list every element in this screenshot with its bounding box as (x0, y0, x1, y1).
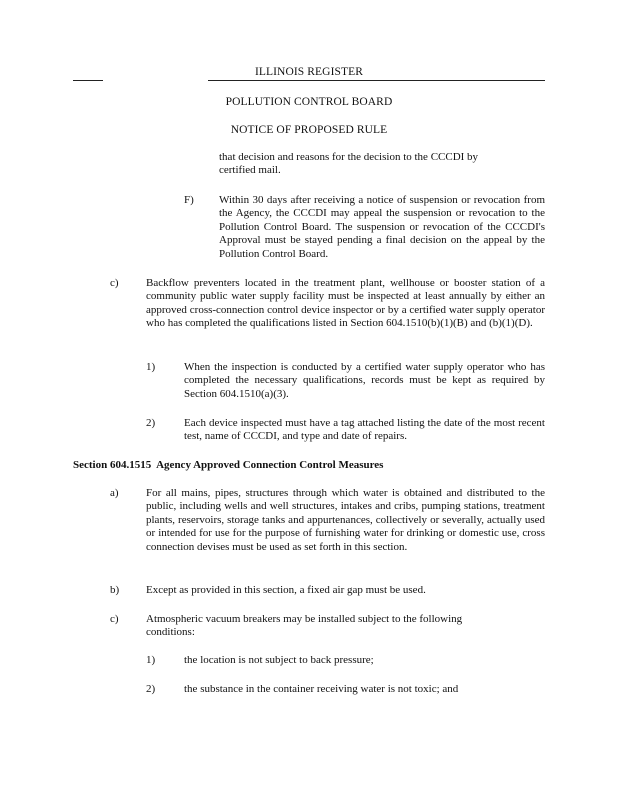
item-c1-label: 1) (146, 361, 156, 373)
notice-title: NOTICE OF PROPOSED RULE (230, 124, 388, 136)
register-title: ILLINOIS REGISTER (254, 66, 364, 78)
condition-2-text: the substance in the container receiving water is not toxic; and (184, 683, 459, 695)
section-item-a-text: For all mains, pipes, structures through which water is obtained and distributed to the public, including wells and well structures, intakes and cribs, pumping stations, treatment plants, reservoirs, storage tanks and appurtenances, collectively or severally, actually used or intended for use for the purpose of furnishing water for drinking or domestic use, cross connection devises must be used as set forth in this section. (146, 487, 545, 553)
item-c2-label: 2) (146, 417, 156, 429)
item-c2-text: Each device inspected must have a tag attached listing the date of the most recent test, name of CCCDI, and type and date of repairs. (184, 417, 545, 443)
board-title: POLLUTION CONTROL BOARD (225, 96, 393, 108)
item-c-label: c) (110, 277, 119, 289)
item-f-text: Within 30 days after receiving a notice of suspension or revocation from the Agency, the CCCDI may appeal the suspension or revocation to the Pollution Control Board. The suspension or revocation of the CCCDI's Approval must be stayed pending a final decision on the appeal by the Pollution Control Board. (219, 194, 545, 260)
item-c-text: Backflow preventers located in the treatment plant, wellhouse or booster station of a community public water supply facility must be inspected at least annually by either an approved cross-connection control device inspector or by a certified water supply operator who has completed the qualifications listed in Section 604.1510(b)(1)(B) and (b)(1)(D). (146, 277, 545, 330)
condition-1-text: the location is not subject to back pressure; (184, 654, 374, 666)
section-item-c-text: Atmospheric vacuum breakers may be installed subject to the following conditions: (146, 613, 463, 639)
section-item-b-text: Except as provided in this section, a fixed air gap must be used. (146, 584, 426, 596)
condition-1-label: 1) (146, 654, 156, 666)
section-item-b-label: b) (110, 584, 120, 596)
item-f-label: F) (184, 194, 194, 206)
section-heading: Section 604.1515 Agency Approved Connection Control Measures (73, 459, 384, 471)
item-c1-text: When the inspection is conducted by a certified water supply operator who has completed the necessary qualifications, records must be kept as required by Section 604.1510(a)(3). (184, 361, 545, 400)
section-item-a-label: a) (110, 487, 119, 499)
condition-2-label: 2) (146, 683, 156, 695)
header-rule-left (73, 80, 103, 81)
section-item-c-label: c) (110, 613, 119, 625)
continuation-text: that decision and reasons for the decision to the CCCDI by certified mail. (219, 151, 479, 177)
header-rule-right (208, 80, 545, 81)
